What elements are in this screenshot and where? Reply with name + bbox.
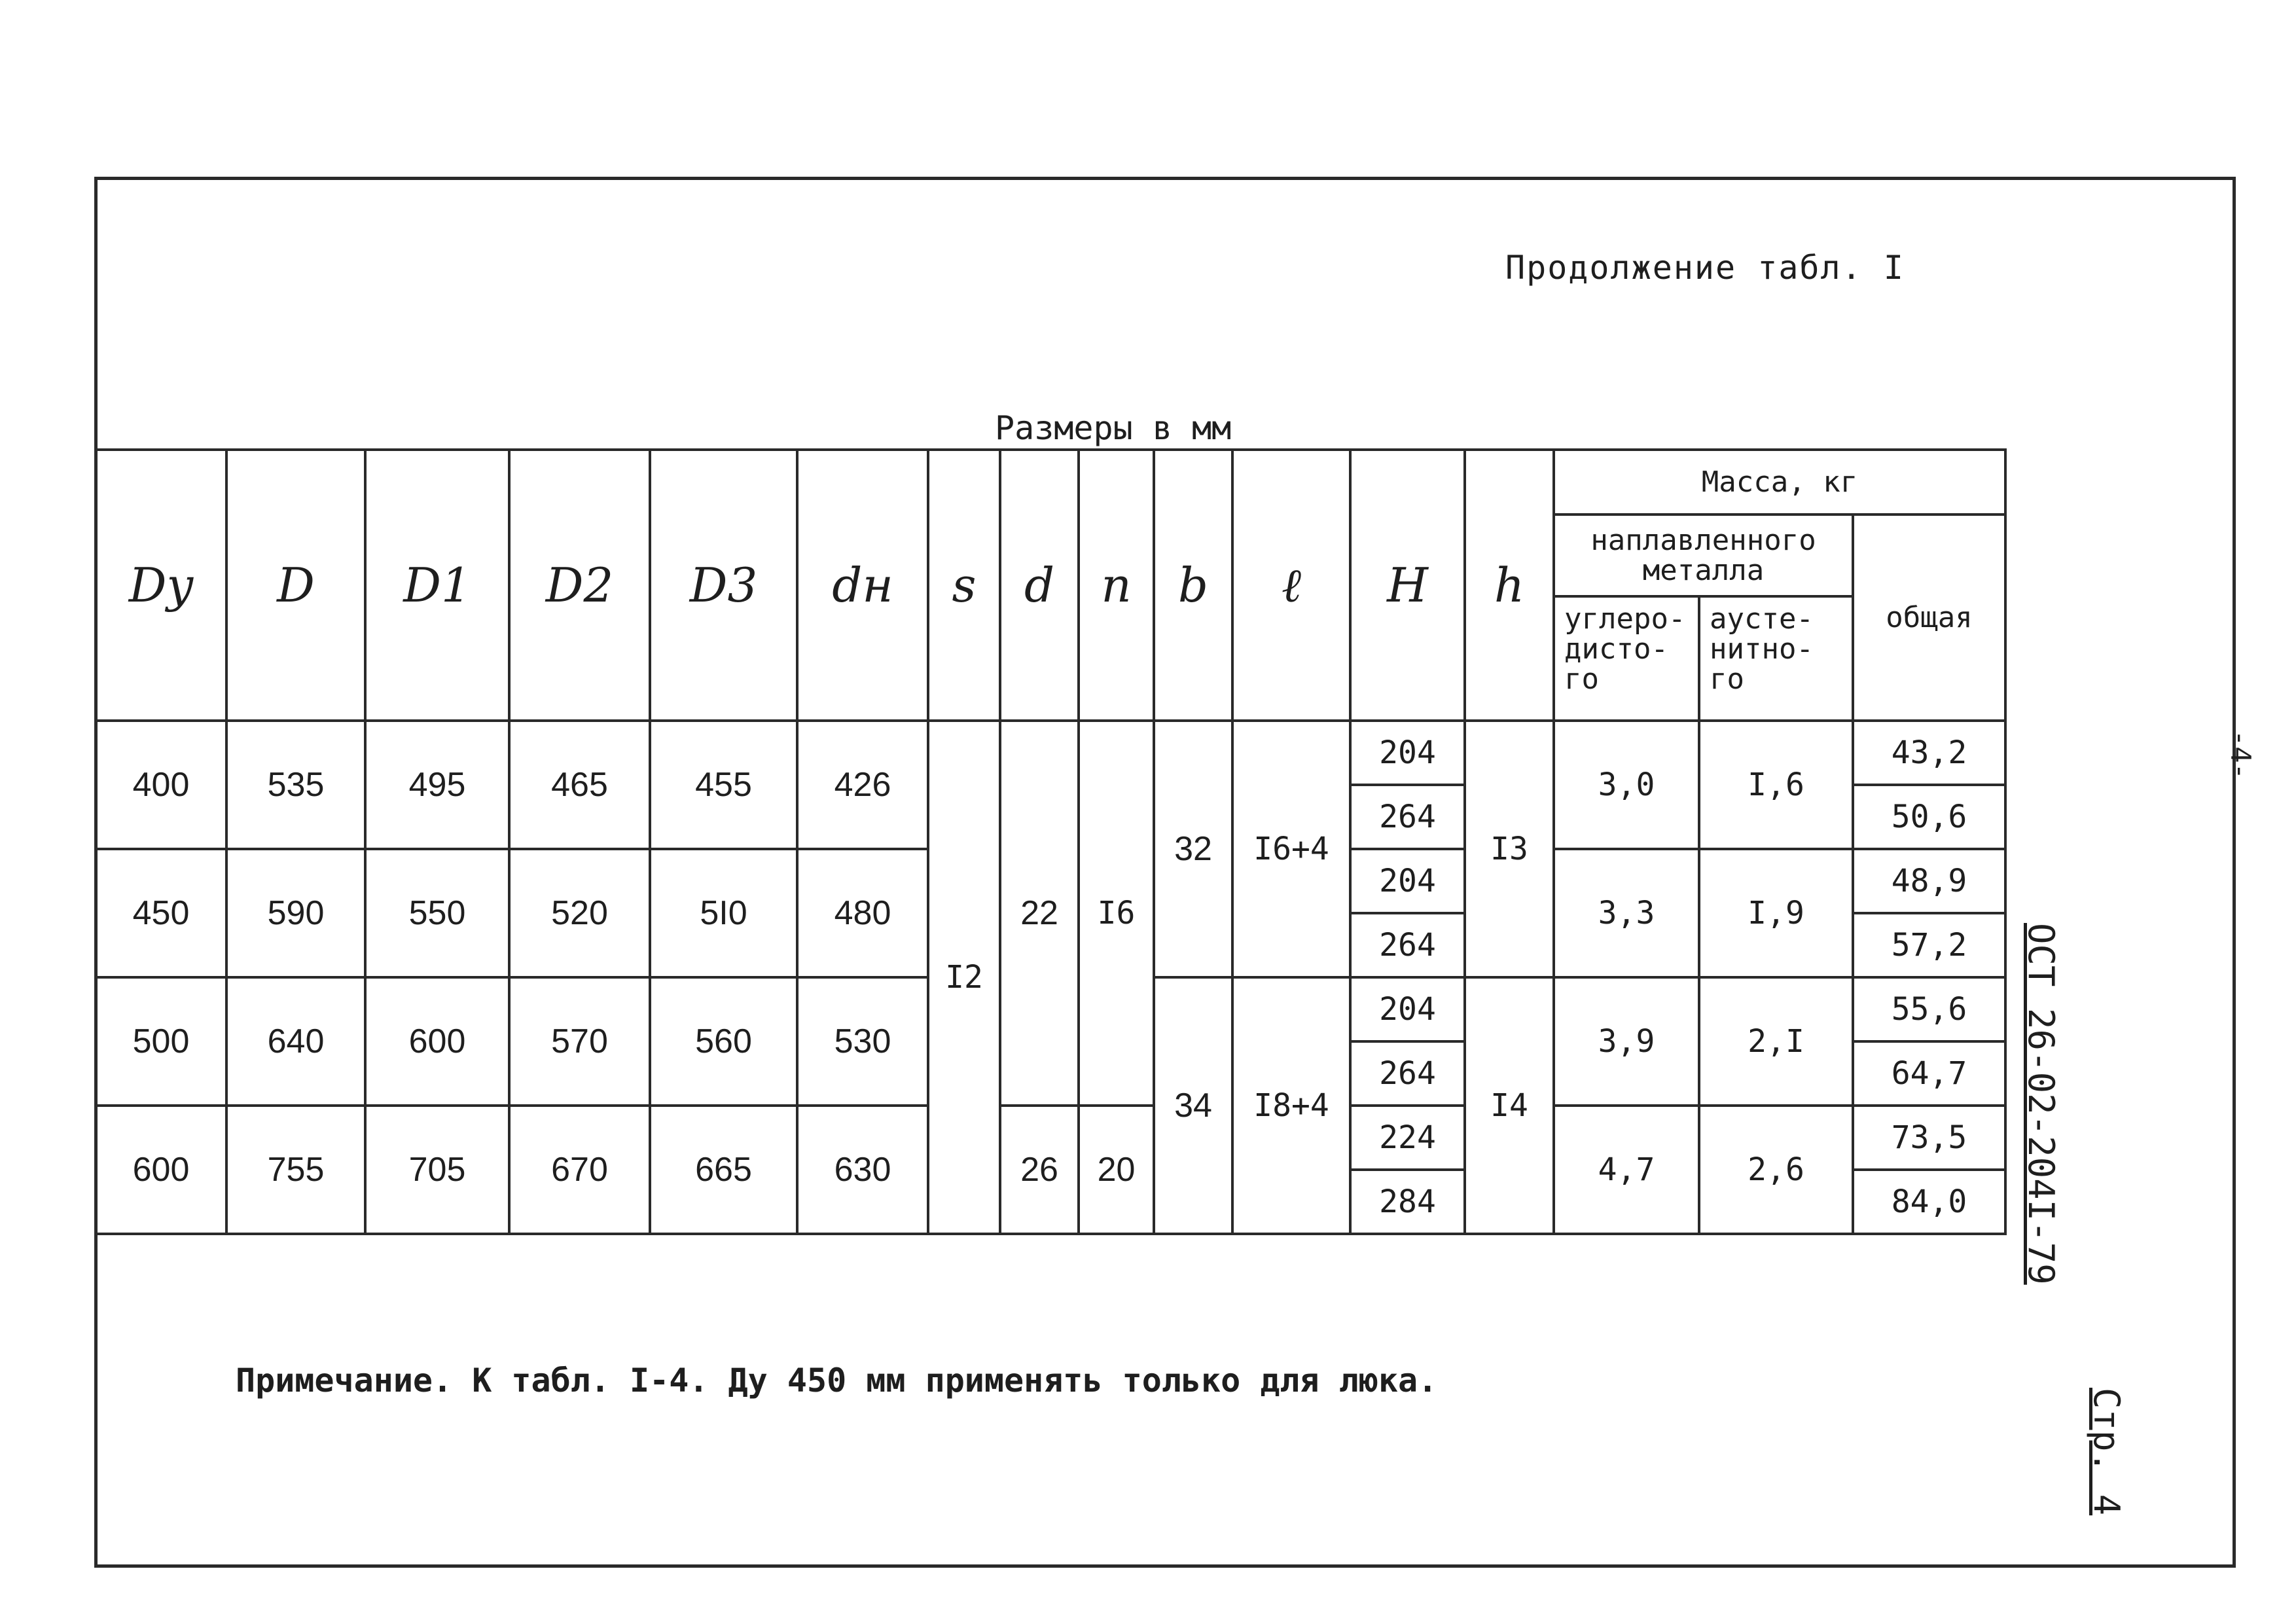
page-number: Стр. 4 [2086, 1388, 2127, 1516]
cell-mass-austenitic: I,9 [1699, 849, 1853, 977]
cell-mass-total: 48,9 [1853, 849, 2005, 913]
cell-mass-austenitic: 2,6 [1699, 1106, 1853, 1234]
standard-code: ОСТ 26-02-204I-79 [2020, 923, 2062, 1285]
cell-D3: 455 [650, 721, 797, 849]
cell-mass-total: 55,6 [1853, 977, 2005, 1041]
cell-dn: 426 [797, 721, 928, 849]
col-header-H: H [1350, 450, 1465, 721]
cell-mass-carbon: 4,7 [1554, 1106, 1699, 1234]
total-mass-header: общая [1853, 514, 2005, 721]
units-label: Размеры в мм [995, 409, 1232, 447]
cell-Dy: 450 [96, 849, 226, 977]
cell-Dy: 400 [96, 721, 226, 849]
cell-dn: 480 [797, 849, 928, 977]
cell-h: I3 [1465, 721, 1554, 977]
header-row [96, 450, 2005, 514]
deposited-metal-header: наплавленного металла [1554, 514, 1853, 596]
cell-D: 535 [226, 721, 365, 849]
table-row [96, 721, 2005, 785]
cell-D3: 560 [650, 977, 797, 1106]
cell-mass-carbon: 3,3 [1554, 849, 1699, 977]
cell-D2: 520 [509, 849, 650, 977]
cell-H: 204 [1350, 849, 1465, 913]
cell-D3: 5I0 [650, 849, 797, 977]
cell-n: I6 [1079, 721, 1154, 1106]
cell-l: I6+4 [1232, 721, 1350, 977]
cell-b: 32 [1154, 721, 1232, 977]
cell-H: 264 [1350, 913, 1465, 977]
cell-d: 26 [1000, 1106, 1079, 1234]
cell-s: I2 [928, 721, 1000, 1234]
cell-mass-austenitic: 2,I [1699, 977, 1853, 1106]
cell-mass-austenitic: I,6 [1699, 721, 1853, 849]
cell-D1: 550 [365, 849, 509, 977]
cell-D2: 570 [509, 977, 650, 1106]
col-header-b: b [1154, 450, 1232, 721]
cell-mass-total: 50,6 [1853, 785, 2005, 849]
col-header-h: h [1465, 450, 1554, 721]
austenitic-steel-header: аусте- нитно- го [1699, 596, 1853, 721]
cell-H: 264 [1350, 785, 1465, 849]
cell-mass-total: 84,0 [1853, 1170, 2005, 1234]
cell-mass-total: 64,7 [1853, 1041, 2005, 1106]
dimensions-table [94, 448, 2007, 1235]
page-mark: -4- [2225, 730, 2257, 780]
col-header-Dy: Dy [96, 450, 226, 721]
table-row [96, 1106, 2005, 1170]
col-header-D: D [226, 450, 365, 721]
cell-dn: 630 [797, 1106, 928, 1234]
col-header-D1: D1 [365, 450, 509, 721]
cell-l: I8+4 [1232, 977, 1350, 1234]
cell-b: 34 [1154, 977, 1232, 1234]
cell-D2: 465 [509, 721, 650, 849]
col-header-D3: D3 [650, 450, 797, 721]
cell-d: 22 [1000, 721, 1079, 1106]
cell-n: 20 [1079, 1106, 1154, 1234]
cell-H: 284 [1350, 1170, 1465, 1234]
cell-D1: 705 [365, 1106, 509, 1234]
cell-D1: 600 [365, 977, 509, 1106]
col-header-D2: D2 [509, 450, 650, 721]
cell-Dy: 500 [96, 977, 226, 1106]
col-header-d: d [1000, 450, 1079, 721]
cell-mass-carbon: 3,9 [1554, 977, 1699, 1106]
carbon-steel-header: углеро- дисто- го [1554, 596, 1699, 721]
cell-Dy: 600 [96, 1106, 226, 1234]
cell-mass-total: 43,2 [1853, 721, 2005, 785]
table-note: Примечание. К табл. I-4. Ду 450 мм применять только для люка. [236, 1362, 1438, 1399]
cell-H: 204 [1350, 977, 1465, 1041]
col-header-s: s [928, 450, 1000, 721]
cell-mass-total: 57,2 [1853, 913, 2005, 977]
col-header-dn: dн [797, 450, 928, 721]
cell-H: 204 [1350, 721, 1465, 785]
cell-D: 590 [226, 849, 365, 977]
cell-D1: 495 [365, 721, 509, 849]
cell-D2: 670 [509, 1106, 650, 1234]
cell-H: 224 [1350, 1106, 1465, 1170]
cell-mass-total: 73,5 [1853, 1106, 2005, 1170]
cell-H: 264 [1350, 1041, 1465, 1106]
cell-mass-carbon: 3,0 [1554, 721, 1699, 849]
table-continuation-label: Продолжение табл. I [1505, 249, 1905, 287]
cell-D: 755 [226, 1106, 365, 1234]
cell-D: 640 [226, 977, 365, 1106]
mass-header: Масса, кг [1554, 450, 2005, 514]
cell-h: I4 [1465, 977, 1554, 1234]
col-header-l: ℓ [1232, 450, 1350, 721]
cell-dn: 530 [797, 977, 928, 1106]
col-header-n: n [1079, 450, 1154, 721]
cell-D3: 665 [650, 1106, 797, 1234]
